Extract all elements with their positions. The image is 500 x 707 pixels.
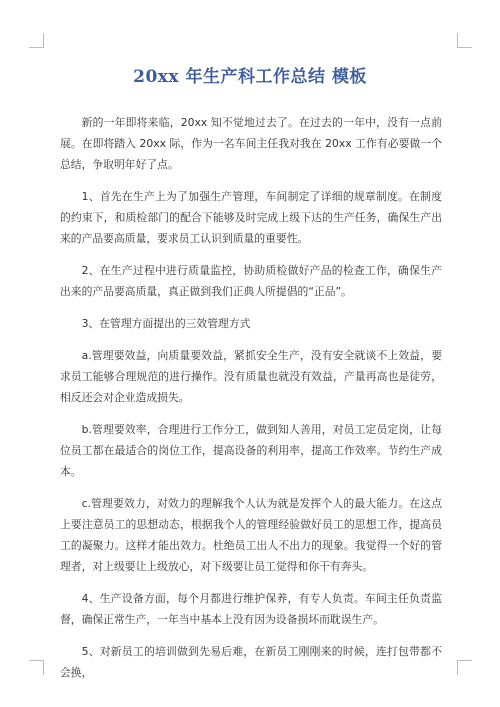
paragraph-item-3b: b.管理要效率，合理进行工作分工，做到知人善用，对员工定员定岗，让每位员工都在最适合的岗位工作，提高设备的利用率，提高工作效率。节约生产成本。 — [60, 423, 442, 478]
paragraph-item-3a: a.管理要效益，向质量要效益，紧抓安全生产，没有安全就谈不上效益，要求员工能够合理规范的进行操作。没有质量也就没有效益，产量再高也是徒劳，相反还会对企业造成损失。 — [60, 349, 442, 404]
paragraph-item-4: 4、生产设备方面，每个月都进行维护保养，有专人负责。车间主任负责监督，确保正常生产，一年当中基本上没有因为设备损坏而耽误生产。 — [60, 592, 442, 626]
paragraph-item-5: 5、对新员工的培训做到先易后难，在新员工刚刚来的时候，连打包带都不会换， — [60, 645, 442, 679]
paragraph-item-3: 3、在管理方面提出的三效管理方式 — [81, 317, 251, 330]
paragraph-item-3c: c.管理要效力，对效力的理解我个人认为就是发挥个人的最大能力。在这点上要注意员工的思想动态，根据我个人的管理经验做好员工的思想工作，提高员工的凝聚力。这样才能出效力。杜绝员工出人不出力的现象。我觉得一个好的管理者，对上级要让上级放心，对下级要让员工觉得和你干有奔头。 — [60, 497, 442, 573]
document-title: 20xx 年生产科工作总结 模板 — [133, 67, 367, 87]
document-body — [60, 112, 442, 694]
crop-mark-top-right — [457, 33, 472, 48]
crop-mark-top-left — [29, 33, 44, 48]
paragraph-item-2: 2、在生产过程中进行质量监控，协助质检做好产品的检查工作，确保生产出来的产品要高质量，真正做到我们正典人所提倡的“正品”。 — [60, 264, 442, 298]
paragraph-intro: 新的一年即将来临，20xx 知不觉地过去了。在过去的一年中，没有一点前展。在即将踏入 20xx 际，作为一名车间主任我对我在 20xx 工作有必要做一个总结，争取明年好了点。 — [60, 116, 442, 171]
crop-mark-bottom-left — [29, 660, 44, 675]
paragraph-item-1: 1、首先在生产上为了加强生产管理，车间制定了详细的规章制度。在制度的约束下，和质检部门的配合下能够及时完成上级下达的生产任务，确保生产出来的产品要高质量，要求员工认识到质量的重要性。 — [60, 190, 442, 245]
crop-mark-bottom-right — [457, 660, 472, 675]
